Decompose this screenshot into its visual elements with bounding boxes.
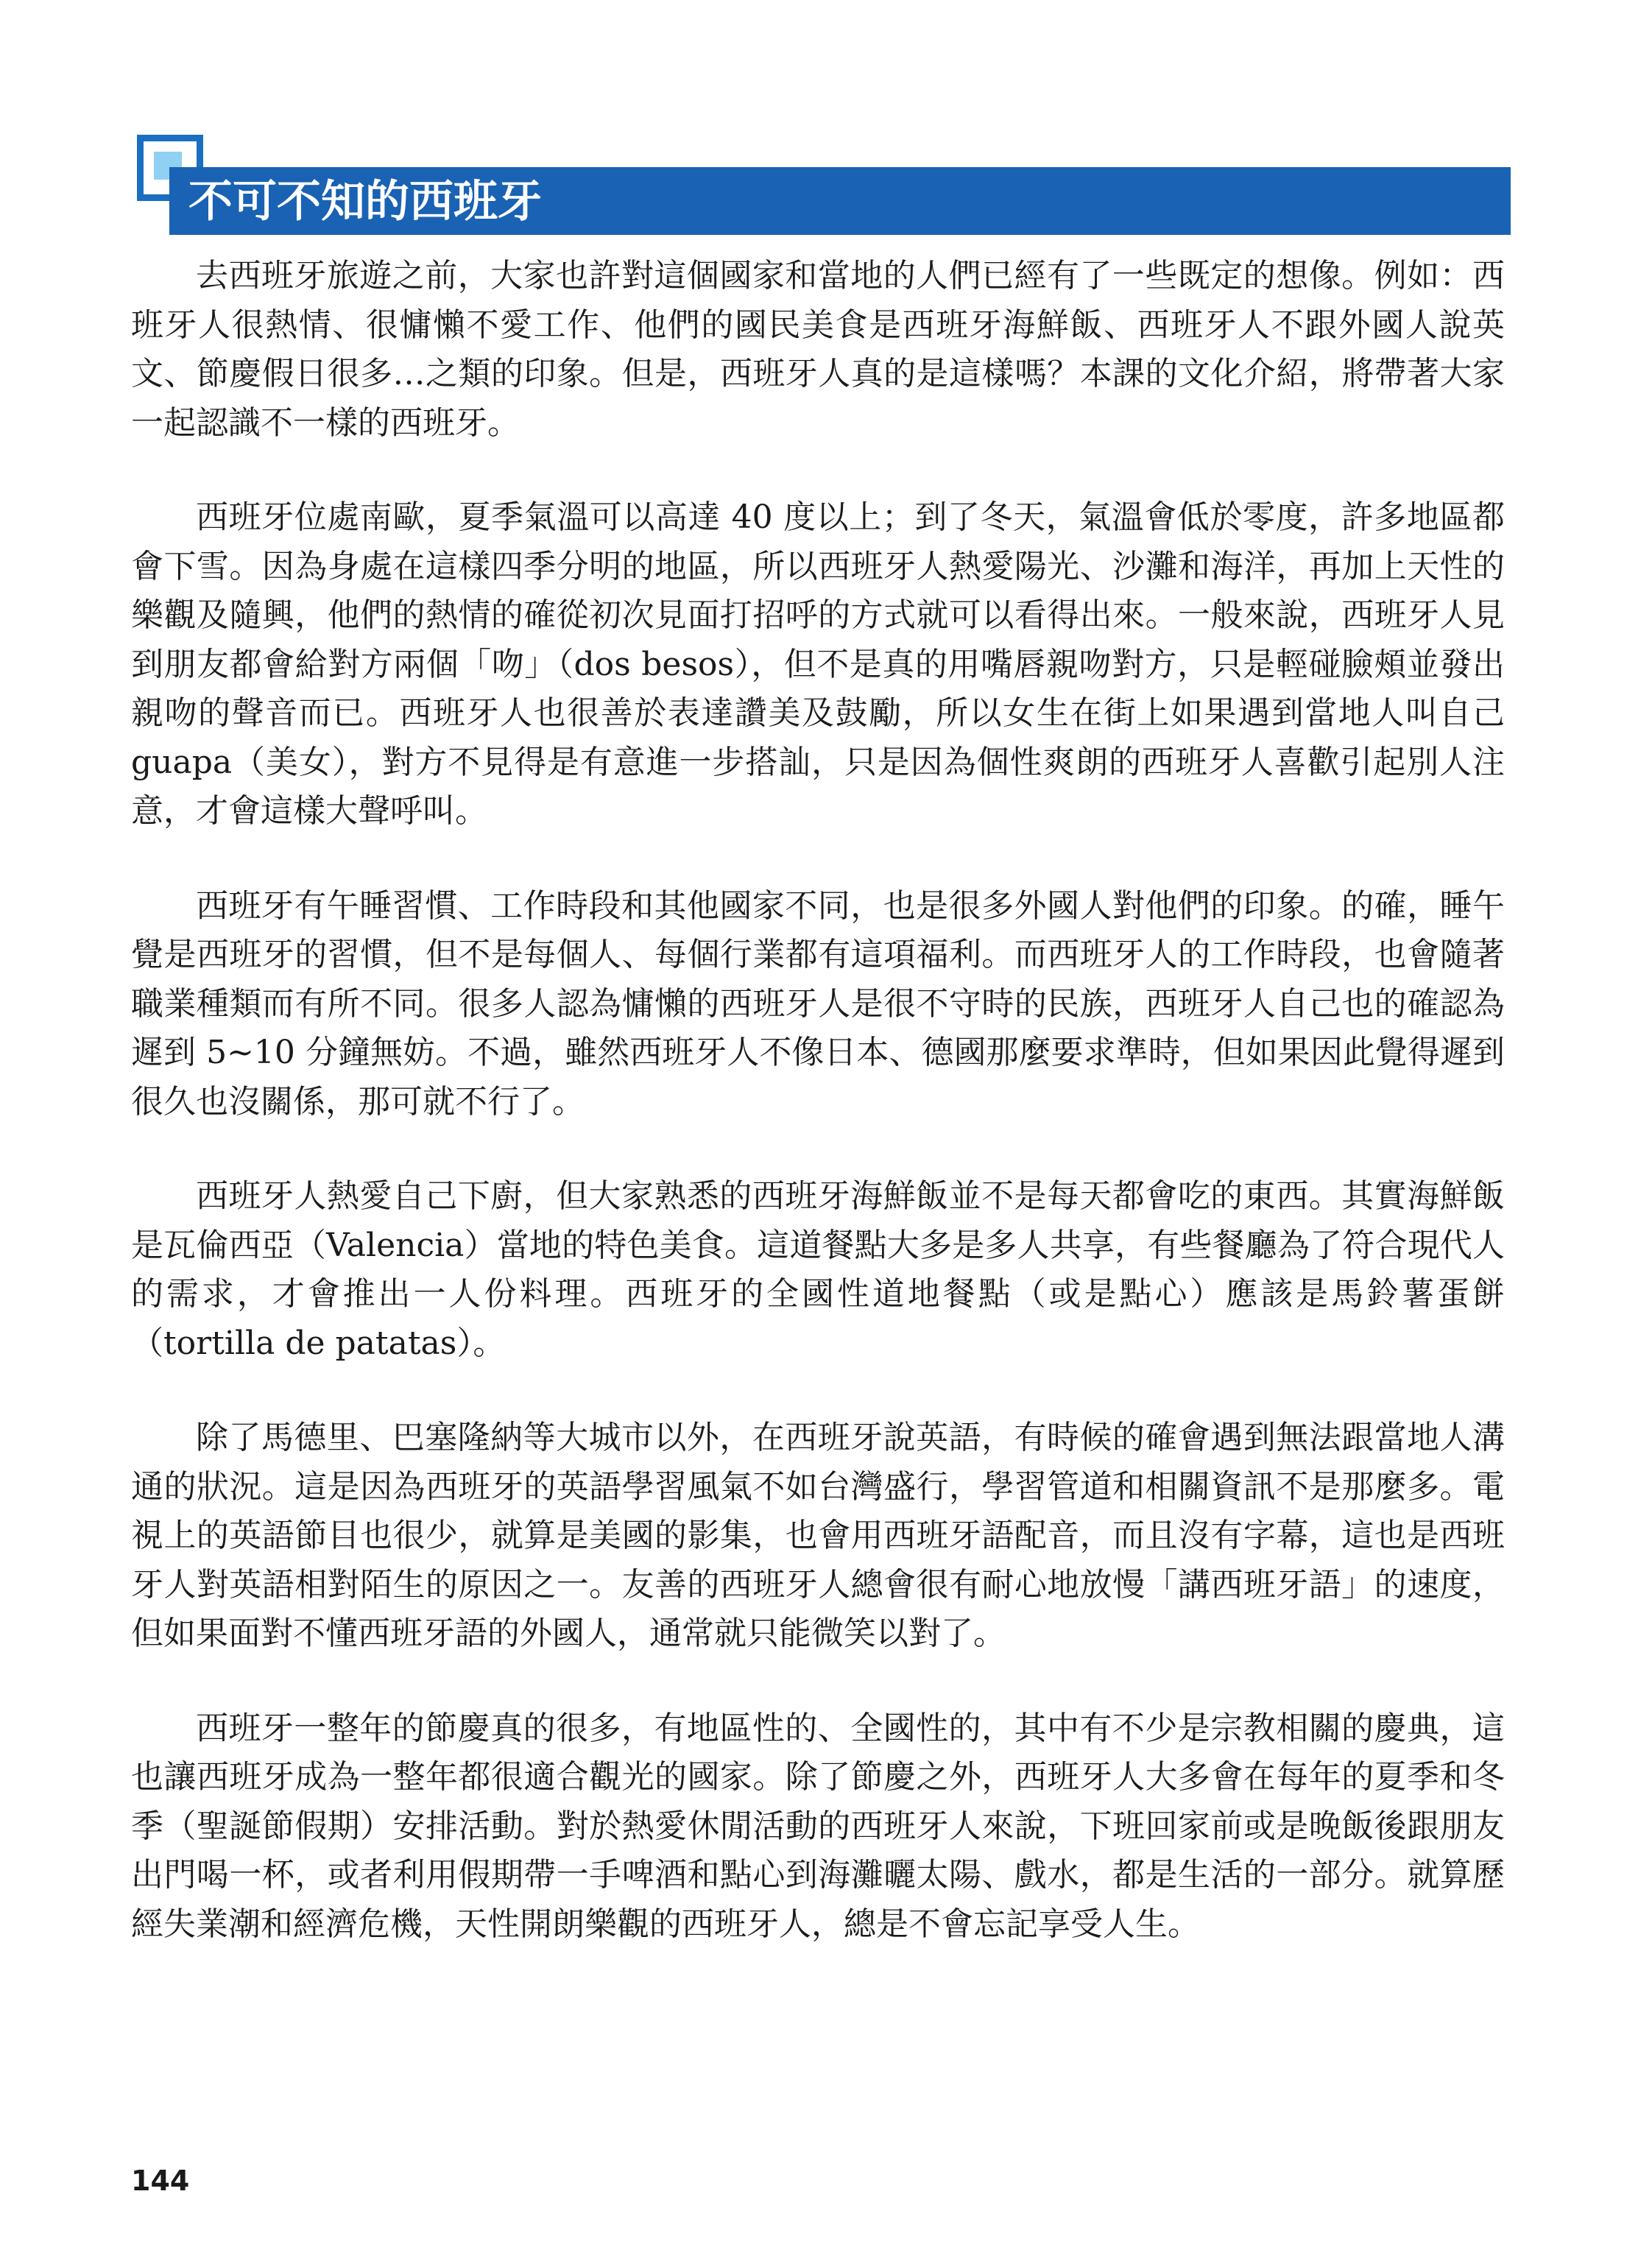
paragraph-siesta: 西班牙有午睡習慣、工作時段和其他國家不同，也是很多外國人對他們的印象。的確，睡午覺是西班牙的習慣，但不是每個人、每個行業都有這項福利。而西班牙人的工作時段，也會隨著職業種類而有所不同。很多人認為慵懶的西班牙人是很不守時的民族，西班牙人自己也的確認為遲到 5~10 分鐘無妨。不過，雖然西班牙人不像日本、德國那麼要求準時，但如果因此覺得遲到很久也沒關係，那可就不行了。	[131, 886, 1505, 1121]
page-title: 不可不知的西班牙	[188, 176, 542, 227]
paragraph-festivals: 西班牙一整年的節慶真的很多，有地區性的、全國性的，其中有不少是宗教相關的慶典，這也讓西班牙成為一整年都很適合觀光的國家。除了節慶之外，西班牙人大多會在每年的夏季和冬季（聖誕節假期）安排活動。對於熱愛休閒活動的西班牙人來說，下班回家前或是晚飯後跟朋友出門喝一杯，或者利用假期帶一手啤酒和點心到海灘曬太陽、戲水，都是生活的一部分。就算歷經失業潮和經濟危機，天性開朗樂觀的西班牙人，總是不會忘記享受人生。	[131, 1709, 1505, 1943]
paragraph-english: 除了馬德里、巴塞隆納等大城市以外，在西班牙說英語，有時候的確會遇到無法跟當地人溝通的狀況。這是因為西班牙的英語學習風氣不如台灣盛行，學習管道和相關資訊不是那麼多。電視上的英語節目也很少，就算是美國的影集，也會用西班牙語配音，而且沒有字幕，這也是西班牙人對英語相對陌生的原因之一。友善的西班牙人總會很有耐心地放慢「講西班牙語」的速度，但如果面對不懂西班牙語的外國人，通常就只能微笑以對了。	[131, 1419, 1505, 1652]
paragraph-climate: 西班牙位處南歐，夏季氣溫可以高達 40 度以上；到了冬天，氣溫會低於零度，許多地區都會下雪。因為身處在這樣四季分明的地區，所以西班牙人熱愛陽光、沙灘和海洋，再加上天性的樂觀及隨興，他們的熱情的確從初次見面打招呼的方式就可以看得出來。一般來說，西班牙人見到朋友都會給對方兩個「吻」（dos besos），但不是真的用嘴唇親吻對方，只是輕碰臉頰並發出親吻的聲音而已。西班牙人也很善於表達讚美及鼓勵，所以女生在街上如果遇到當地人叫自己 guapa（美女），對方不見得是有意進一步搭訕，只是因為個性爽朗的西班牙人喜歡引起別人注意，才會這樣大聲呼叫。	[131, 498, 1505, 830]
page-number: 144	[131, 2165, 190, 2197]
paragraph-intro: 去西班牙旅遊之前，大家也許對這個國家和當地的人們已經有了一些既定的想像。例如：西班牙人很熱情、很慵懶不愛工作、他們的國民美食是西班牙海鮮飯、西班牙人不跟外國人說英文、節慶假日很多…之類的印象。但是，西班牙人真的是這樣嗎？本課的文化介紹，將帶著大家一起認識不一樣的西班牙。	[131, 257, 1505, 442]
paragraph-food: 西班牙人熱愛自己下廚，但大家熟悉的西班牙海鮮飯並不是每天都會吃的東西。其實海鮮飯是瓦倫西亞（Valencia）當地的特色美食。這道餐點大多是多人共享，有些餐廳為了符合現代人的需求，才會推出一人份料理。西班牙的全國性道地餐點（或是點心）應該是馬鈴薯蛋餅（tortilla de patatas）。	[131, 1177, 1505, 1362]
article-body	[131, 252, 1505, 1994]
